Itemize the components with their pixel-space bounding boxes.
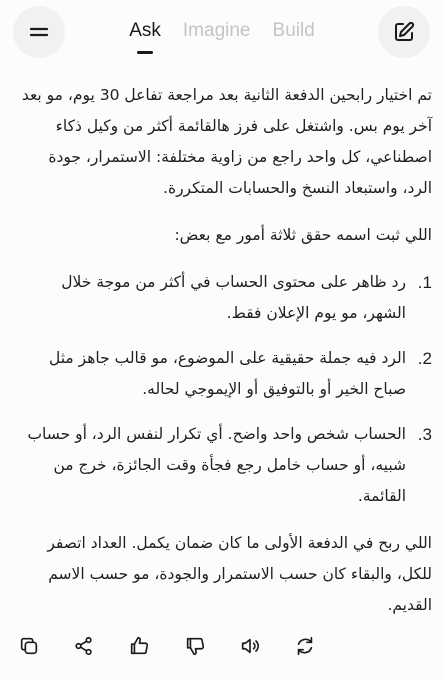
tab-ask[interactable]: Ask bbox=[129, 20, 161, 44]
new-chat-button[interactable] bbox=[378, 6, 430, 58]
menu-button[interactable] bbox=[13, 6, 65, 58]
read-aloud-button[interactable] bbox=[232, 628, 268, 664]
list-item bbox=[20, 343, 432, 405]
list-number: 2. bbox=[417, 349, 432, 368]
copy-button[interactable] bbox=[11, 628, 47, 664]
message-intro: تم اختيار رابحين الدفعة الثانية بعد مراجعة تفاعل 30 يوم، مو بعد آخر يوم بس. واشتغل على فرز هالقائمة أكثر من وكيل ذكاء اصطناعي، كل واحد راجع من زاوية مختلفة: الاستمرار، جودة الرد، واستبعاد النسخ والحسابات المتكررة. bbox=[21, 86, 432, 197]
regenerate-icon bbox=[294, 635, 316, 657]
message-lead: اللي ثبت اسمه حقق ثلاثة أمور مع بعض: bbox=[174, 226, 432, 244]
share-button[interactable] bbox=[66, 628, 102, 664]
message-actions bbox=[0, 628, 444, 664]
list-text: الحساب شخص واحد واضح. أي تكرار لنفس الرد، أو حساب شبيه، أو حساب خامل رجع فجأة وقت الجائزة، خرج من القائمة. bbox=[27, 425, 406, 505]
list-text: الرد فيه جملة حقيقية على الموضوع، مو قالب جاهز مثل صباح الخير أو بالتوفيق أو الإيموجي لحاله. bbox=[49, 349, 406, 398]
top-bar bbox=[0, 0, 444, 64]
message-closing: اللي ربح في الدفعة الأولى ما كان ضمان يكمل. العداد اتصفر للكل، والبقاء كان حسب الاستمرار والجودة، مو حسب الاسم القديم. bbox=[47, 534, 432, 614]
regenerate-button[interactable] bbox=[287, 628, 323, 664]
edit-icon bbox=[392, 20, 416, 44]
list-text: رد ظاهر على محتوى الحساب في أكثر من موجة خلال الشهر، مو يوم الإعلان فقط. bbox=[61, 273, 406, 322]
criteria-list bbox=[20, 267, 432, 512]
thumbs-down-icon bbox=[184, 635, 206, 657]
list-item bbox=[20, 267, 432, 329]
mode-tabs bbox=[110, 0, 334, 64]
tab-imagine[interactable]: Imagine bbox=[182, 20, 251, 41]
copy-icon bbox=[18, 635, 40, 657]
thumbs-up-button[interactable] bbox=[121, 628, 157, 664]
assistant-message bbox=[20, 80, 432, 637]
speaker-icon bbox=[239, 635, 261, 657]
thumbs-up-icon bbox=[128, 635, 150, 657]
thumbs-down-button[interactable] bbox=[177, 628, 213, 664]
list-number: 1. bbox=[417, 273, 432, 292]
tab-build[interactable]: Build bbox=[272, 20, 315, 41]
menu-icon bbox=[27, 20, 51, 44]
list-item bbox=[20, 419, 432, 512]
list-number: 3. bbox=[417, 425, 432, 444]
share-icon bbox=[73, 635, 95, 657]
